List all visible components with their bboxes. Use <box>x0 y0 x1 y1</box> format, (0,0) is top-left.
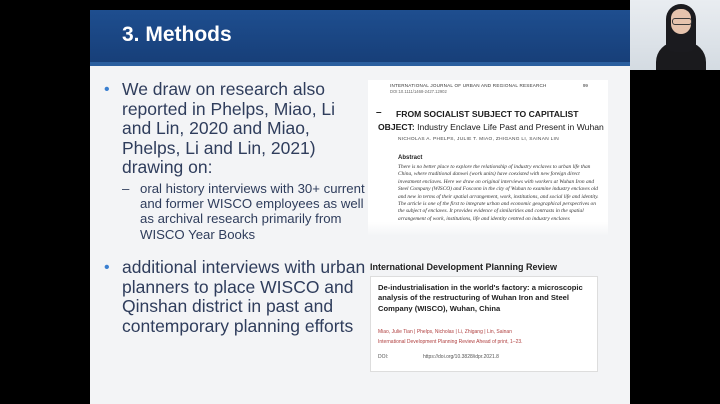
sub-bullet-dash: – <box>122 180 130 196</box>
abstract-heading: Abstract <box>398 155 423 161</box>
bullet-text: additional interviews with urban planners to place WISCO and Qinshan district in past and contemporary planning efforts <box>122 257 366 336</box>
article-title-line1: FROM SOCIALIST SUBJECT TO CAPITALIST <box>396 109 579 119</box>
article-doi: DOI:10.1111/1468-2427.12902 <box>390 89 447 94</box>
title-line2-rest: Industry Enclave Life Past and Present in Wuhan <box>417 122 604 132</box>
sub-bullet-oral-history <box>104 181 369 243</box>
bullet-dot: • <box>104 81 110 98</box>
sub-bullet-text: oral history interviews with 30+ current and former WISCO employees as well as archival research primarily from WISCO Year Books <box>140 180 365 242</box>
doi-label: DOI: <box>378 354 389 360</box>
presentation-slide <box>90 10 630 404</box>
idpr-article-card <box>370 276 598 372</box>
bullet-list <box>104 80 369 336</box>
page-number: 99 <box>582 83 588 88</box>
journal-link[interactable]: International Development Planning Review Ahead of print, 1–23. <box>378 339 523 345</box>
presenter-webcam-icon <box>630 0 720 70</box>
bullet-dot: • <box>104 259 110 277</box>
fade-overlay <box>368 222 608 236</box>
abstract-text: There is no better place to explore the relationship of industry enclaves to urban life than China, where traditional danwei (work units) have coexisted with new foreign direct investment enclaves. Here we draw on original interviews with workers at Wuhan Iron and Steel Company (WISCO) and Foxconn in the city of Wuhan to examine industry enclaves old and new in terms of their spatial arrangement, work, institutions, and social life and identity. The article is one of the first to integrate urban and economic geographical perspectives on the subject of enclaves. It provides evidence of similarities and contrasts in the spatial arrangement of work, institutions, life and identity centred on industry enclaves <box>398 164 599 222</box>
slide-title: 3. Methods <box>122 23 232 46</box>
article-authors: NICHOLAS A. PHELPS, JULIE T. MIAO, ZHIGANG LI, SAINAN LIN <box>398 137 559 142</box>
journal-name: INTERNATIONAL JOURNAL OF URBAN AND REGIONAL RESEARCH <box>390 83 547 88</box>
idpr-journal-header: International Development Planning Review <box>370 262 558 272</box>
title-accent-line <box>90 62 630 66</box>
article-title: De-industrialisation in the world's factory: a microscopic analysis of the restructuring of Wuhan Iron and Steel Company (WISCO), Wuhan, China <box>378 283 583 313</box>
doi-link[interactable]: https://doi.org/10.3828/idpr.2021.8 <box>423 354 499 360</box>
title-object-word: OBJECT: <box>378 122 415 132</box>
slide-title-bar <box>90 10 630 62</box>
bullet-additional-interviews <box>104 258 369 336</box>
bullet-text: We draw on research also reported in Phelps, Miao, Li and Lin, 2020 and Miao, Phelps, Li and Lin, 2021) drawing on: <box>122 79 336 177</box>
article-authors-link[interactable]: Miao, Julie Tian | Phelps, Nicholas | Li, Zhigang | Lin, Sainan <box>378 329 512 335</box>
bullet-research-sources <box>104 80 369 178</box>
article-title-line2 <box>378 122 604 132</box>
presenter-glasses-icon <box>672 18 692 25</box>
title-dash: – <box>376 107 382 118</box>
ijurr-article-excerpt <box>368 80 608 236</box>
